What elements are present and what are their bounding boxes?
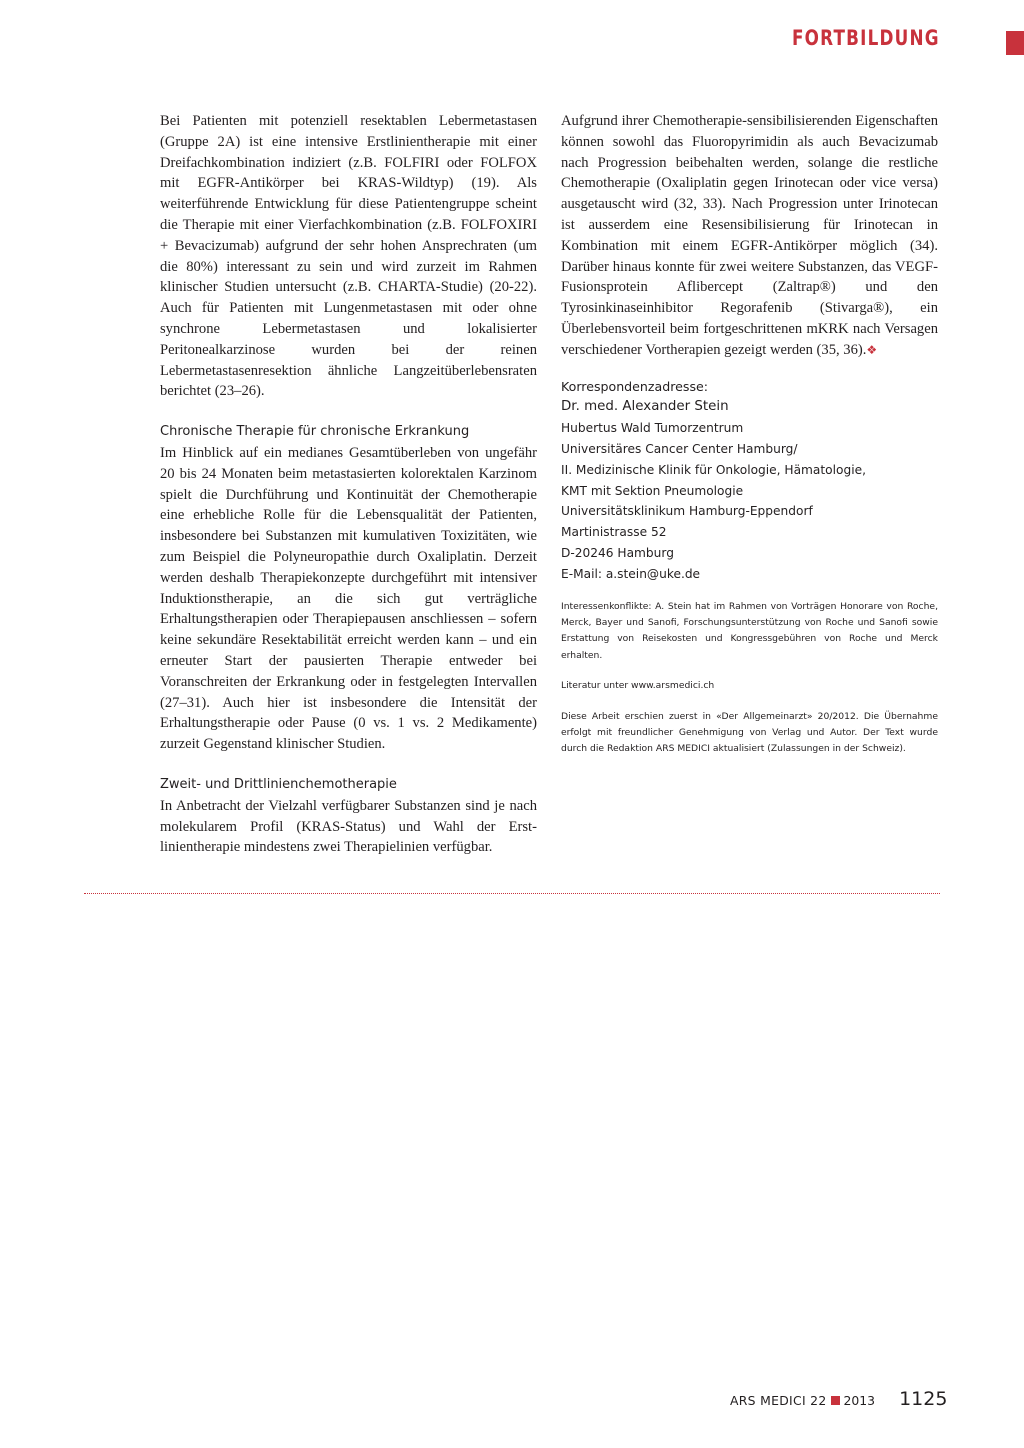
paragraph-resectable-metastases: Bei Patienten mit potenziell resektablen Lebermetastasen (Gruppe 2A) ist eine intensive Erstlinientherapie mit einer Dreifachkombination indiziert (z.B. FOLFIRI oder FOLFOX mit EGFR-Antikörper bei KRAS-Wildtyp) (19). Als weiterführende Entwicklung für diese Patientengruppe scheint die Therapie mit einer Vierfachkombination (z.B. FOLFOXIRI + Bevacizumab) aufgrund der sehr hohen Ansprechraten (um die 80%) interessant zu sein und wird zurzeit im Rahmen klinischer Studien untersucht (z.B. CHARTA-Studie) (20-22). Auch für Patienten mit Lungenmetastasen mit oder ohne synchrone Lebermetastasen und lokalisierter Peritonealkarzinose wurden bei der reinen Lebermetastasenresektion ähnliche Langzeitüberlebensraten berichtet (23–26). [160,113,537,400]
paragraph-second-third-line: In Anbetracht der Vielzahl verfügbarer Substanzen sind je nach molekularem Profil (KRAS-Status) und Wahl der Erstlinientherapie mindestens zwei Therapielinien verfügbar. [160,797,537,856]
author-name: Dr. med. Alexander Stein [561,399,729,415]
heading-second-third-line: Zweit- und Drittlinienchemotherapie [160,776,397,792]
section-label: FORTBILDUNG [792,26,940,50]
publication-year: 2013 [843,1393,876,1408]
conflicts-of-interest: Interessenkonflikte: A. Stein hat im Rahmen von Vorträgen Honorare von Roche, Merck, Bayer und Sanofi, Forschungsunterstützung von Roche und Sanofi sowie Erstattung von Reisekosten und Kongressgebühren von Roche und Merck erhalten. [561,600,938,661]
address-line: Martinistrasse 52 [561,525,667,540]
journal-issue: ARS MEDICI 22 [730,1393,827,1408]
dotted-divider [84,893,940,894]
paragraph-chronic-therapy: Im Hinblick auf ein medianes Gesamtüberleben von ungefähr 20 bis 24 Monaten beim metastasierten kolorektalen Karzinom spielt die Durchführung und Kontinuität der Chemotherapie eine erhebliche Rolle für die Lebensqualität der Patienten, insbesondere bei Substanzen mit kumulativen Toxizitäten, wie zum Beispiel die Polyneuropathie durch Oxaliplatin. Derzeit werden deshalb Therapiekonzepte durchgeführt mit intensiver Induktionstherapie, an die sich gut verträgliche Erhaltungstherapien oder Therapiepausen anschliessen – sofern keine sekundäre Resektabilität erreicht werden kann – und ein erneuter Start der pausierten Therapie entweder bei Voranschreiten der Erkrankung oder in festgelegten Intervallen (27–31). Auch hier ist insbesondere die Intensität der Erhaltungstherapie oder Pause (0 vs. 1 vs. 2 Medikamente) zurzeit Gegenstand klinischer Studien. [160,444,537,753]
literature-note: Literatur unter www.arsmedici.ch [561,680,715,692]
source-note: Diese Arbeit erschien zuerst in «Der Allgemeinarzt» 20/2012. Die Übernahme erfolgt mit freundlicher Genehmigung von Verlag und Autor. Der Text wurde durch die Redaktion ARS MEDICI aktualisiert (Zulassungen in der Schweiz). [561,710,938,755]
address-line: KMT mit Sektion Pneumologie [561,483,744,498]
correspondence-label: Korrespondenzadresse: [561,378,708,394]
email-address: E-Mail: a.stein@uke.de [561,566,701,581]
left-column [160,111,537,858]
section-marker-block [1006,31,1024,55]
heading-chronic-therapy: Chronische Therapie für chronische Erkrankung [160,424,470,440]
page-number: 1125 [899,1388,948,1410]
end-of-article-icon: ❖ [866,342,878,357]
continuation-text: Aufgrund ihrer Chemotherapie-sensibilisierenden Eigenschaften können sowohl das Fluoropyrimidin als auch Bevacizumab nach Progression beibehalten werden, solange die restliche Chemotherapie (Oxaliplatin gegen Irinotecan oder vice versa) ausgetauscht wird (32, 33). Nach Progression unter Irinotecan ist ausserdem eine Resensibilisierung für Irinotecan in Kombination mit einem EGFR-Antikörper möglich (34). Darüber hinaus konnte für zwei weitere Substanzen, das VEGF-Fusionsprotein Aflibercept (Zaltrap®) und den Tyrosinkinaseinhibitor Regorafenib (Stivarga®), ein Überlebensvorteil beim fortgeschrittenen mKRK nach Versagen verschiedener Vortherapien gezeigt werden (35, 36). [561,113,938,358]
paragraph-continuation [561,111,938,361]
address-line: D-20246 Hamburg [561,545,674,560]
address-line: Hubertus Wald Tumorzentrum [561,421,744,436]
address-line: Universitäres Cancer Center Hamburg/ [561,441,798,456]
page-footer [730,1388,947,1410]
footer-square-icon [831,1396,840,1405]
correspondence-address [561,377,938,585]
article-notes [561,599,938,758]
address-line: Universitätsklinikum Hamburg-Eppendorf [561,504,813,519]
address-line: II. Medizinische Klinik für Onkologie, Hämatologie, [561,462,866,477]
right-column [561,111,938,758]
